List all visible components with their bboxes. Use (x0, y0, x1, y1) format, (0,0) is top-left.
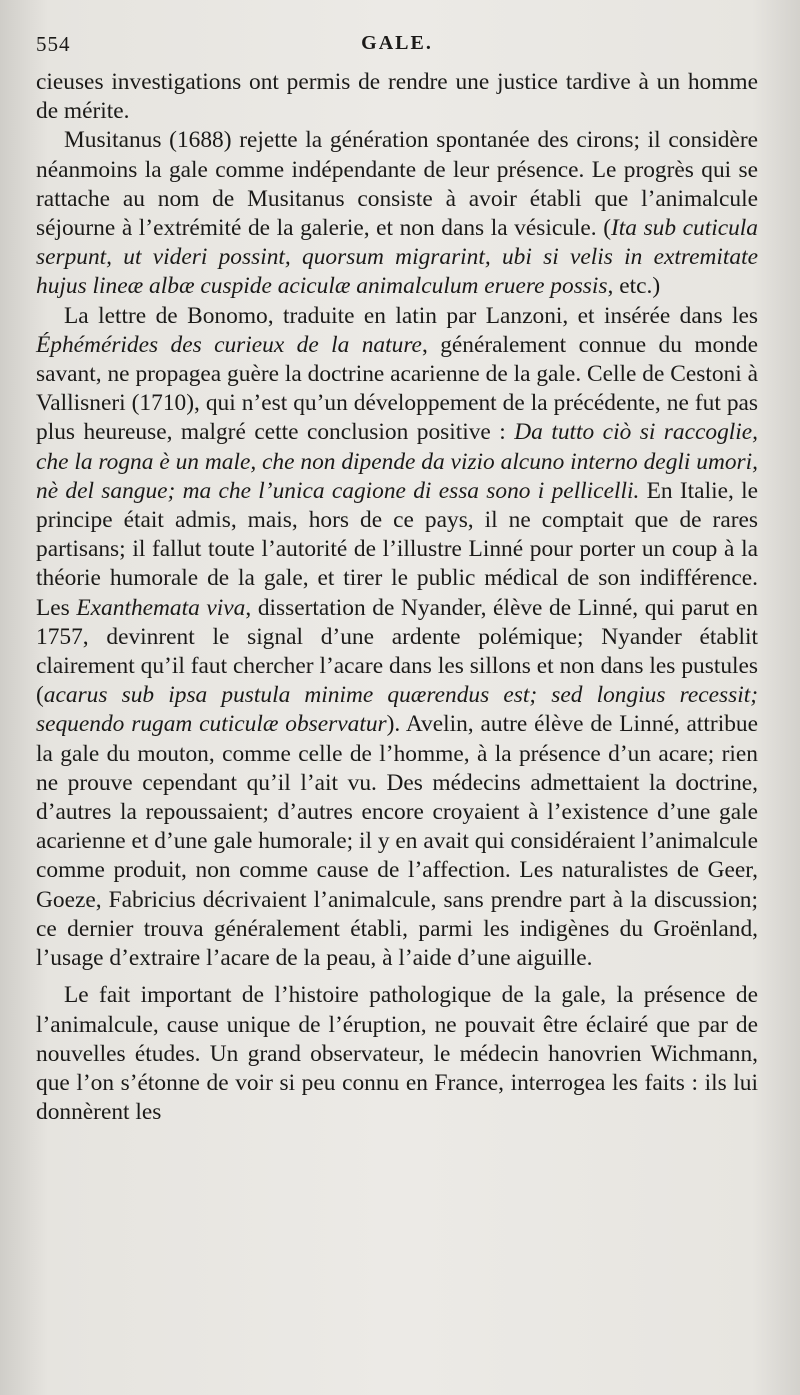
body-text (36, 68, 758, 1127)
italic-text: Ita sub cuticula serpunt, ut videri possint, quorsum migrarint, ubi si velis in extremitate hujus lineæ albæ cuspide aciculæ animalculum eruere possis (36, 215, 758, 300)
text-run: , généralement connue du monde savant, ne propagea guère la doctrine acarienne de la gale. Celle de Cestoni à Vallisneri (1710), qui n’est qu’un développement de la précédente, ne fut pas plus heureuse, malgré cette conclusion positive : (36, 331, 759, 446)
text-run: ). Avelin, autre élève de Linné, attribue la gale du mouton, comme celle de l’homme, à la présence d’un acare; rien ne prouve cependant qu’il l’ait vu. Des médecins admettaient la doctrine, d’autres la repoussaient; d’autres encore croyaient à l’existence d’une gale acarienne et d’une gale humorale; il y en avait qui considéraient l’animalcule comme produit, non comme cause de l’affection. Les naturalistes de Geer, Goeze, Fabricius décrivaient l’animalcule, sans prendre part à la discussion; ce dernier trouva généralement établi, parmi les indigènes du Groënland, l’usage d’extraire l’acare de la peau, à l’aide d’une aiguille. (36, 711, 758, 972)
italic-text: Exanthemata viva (76, 594, 246, 621)
text-run: Musitanus (1688) rejette la génération spontanée des cirons; il considère néanmoins la gale comme indépendante de leur présence. Le progrès qui se rattache au nom de Musitanus consiste à avoir établi que l’animalcule séjourne à l’extrémité de la galerie, et non dans la vésicule. ( (36, 127, 758, 242)
running-head (36, 28, 758, 68)
text-run: cieuses investigations ont permis de rendre une justice tardive à un homme de mérite. (36, 69, 758, 125)
paragraph (36, 981, 758, 1127)
text-run: , etc.) (607, 273, 661, 300)
paragraph (36, 126, 758, 301)
text-run: , dissertation de Nyander, élève de Linné, qui parut en 1757, devinrent le signal d’une ardente polémique; Nyander établit clairement qu’il faut chercher l’acare dans les sillons et non dans les pustules ( (36, 594, 758, 709)
page-number: 554 (36, 32, 71, 56)
paragraph (36, 302, 758, 974)
italic-text: Da tutto ciò si raccoglie, che la rogna è un male, che non dipende da vizio alcuno interno degli umori, nè del sangue; ma che l’unica cagione di essa sono i pellicelli. (36, 419, 758, 504)
text-run: En Italie, le principe était admis, mais, hors de ce pays, il ne comptait que de rares partisans; il fallut toute l’autorité de l’illustre Linné pour porter un coup à la théorie humorale de la gale, et tirer le public médical de son indifférence. Les (36, 477, 758, 621)
italic-text: acarus sub ipsa pustula minime quærendus est; sed longius recessit; sequendo rugam cuticulæ observatur (36, 682, 758, 738)
text-run: La lettre de Bonomo, traduite en latin par Lanzoni, et insérée dans les (64, 302, 758, 329)
paragraph (36, 68, 758, 126)
text-run: Le fait important de l’histoire pathologique de la gale, la présence de l’animalcule, cause unique de l’éruption, ne pouvait être éclairé que par de nouvelles études. Un grand observateur, le médecin hanovrien Wichmann, que l’on s’étonne de voir si peu connu en France, interrogea les faits : ils lui donnèrent les (36, 982, 758, 1126)
page-title: GALE. (361, 32, 433, 54)
italic-text: Éphémérides des curieux de la nature (36, 331, 422, 358)
